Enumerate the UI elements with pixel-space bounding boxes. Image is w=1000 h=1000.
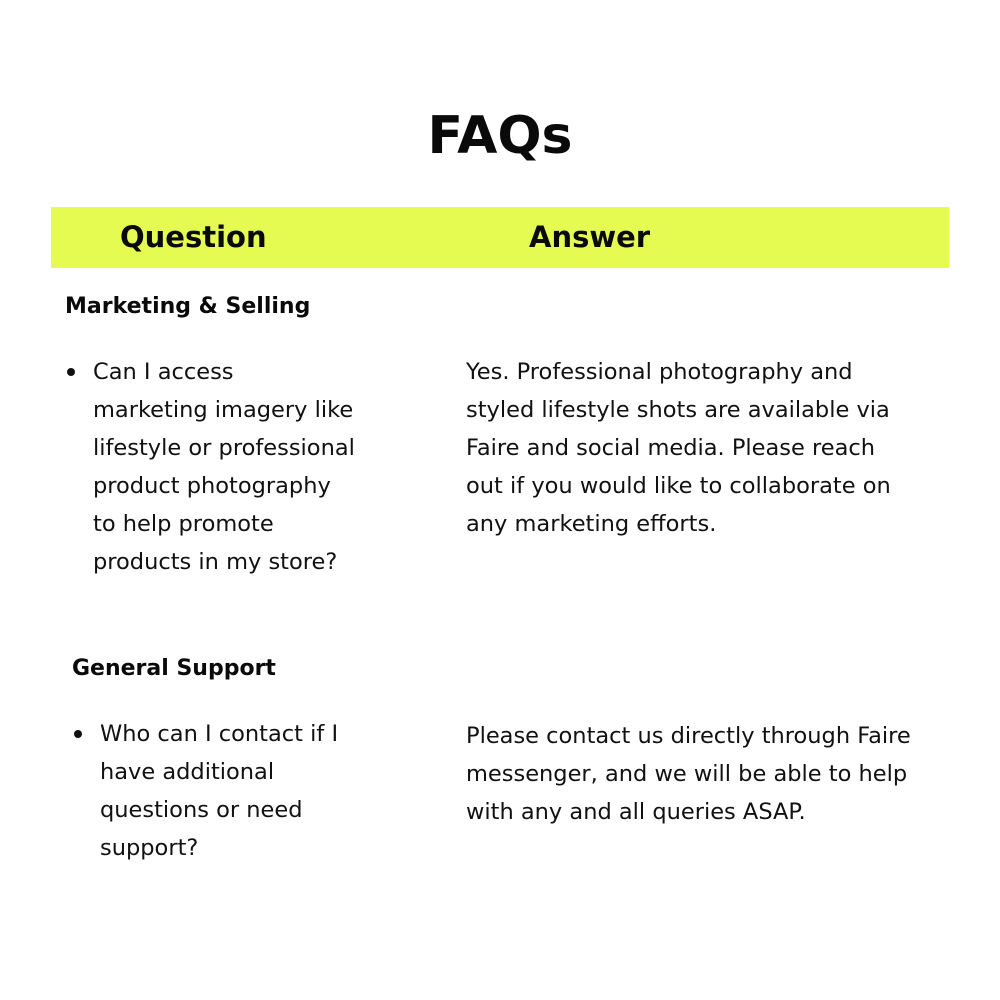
question-line: questions or need	[100, 797, 303, 823]
answer-line: Yes. Professional photography and	[466, 359, 853, 385]
question-column-header: Question	[120, 220, 267, 254]
question-line: products in my store?	[93, 549, 338, 575]
bullet-icon	[67, 368, 75, 376]
answer-line: styled lifestyle shots are available via	[466, 397, 890, 423]
faq-question-marketing	[67, 353, 427, 593]
answer-column-header: Answer	[529, 220, 651, 254]
question-line: Who can I contact if I	[100, 721, 339, 747]
question-line: have additional	[100, 759, 275, 785]
question-line: to help promote	[93, 511, 274, 537]
question-line: support?	[100, 835, 199, 861]
answer-line: with any and all queries ASAP.	[466, 799, 806, 825]
faq-question-support	[74, 715, 434, 875]
answer-line: any marketing efforts.	[466, 511, 717, 537]
answer-line: Faire and social media. Please reach	[466, 435, 876, 461]
question-line: Can I access	[93, 359, 234, 385]
question-line: lifestyle or professional	[93, 435, 355, 461]
table-header-bar	[51, 207, 949, 268]
faq-answer-support	[466, 717, 986, 831]
section-heading-marketing: Marketing & Selling	[65, 294, 311, 319]
question-line: marketing imagery like	[93, 397, 354, 423]
answer-line: messenger, and we will be able to help	[466, 761, 908, 787]
faq-answer-marketing	[466, 353, 976, 543]
page-title: FAQs	[427, 106, 573, 166]
section-heading-support: General Support	[72, 656, 276, 681]
question-line: product photography	[93, 473, 331, 499]
answer-line: Please contact us directly through Faire	[466, 723, 911, 749]
bullet-icon	[74, 730, 82, 738]
answer-line: out if you would like to collaborate on	[466, 473, 891, 499]
